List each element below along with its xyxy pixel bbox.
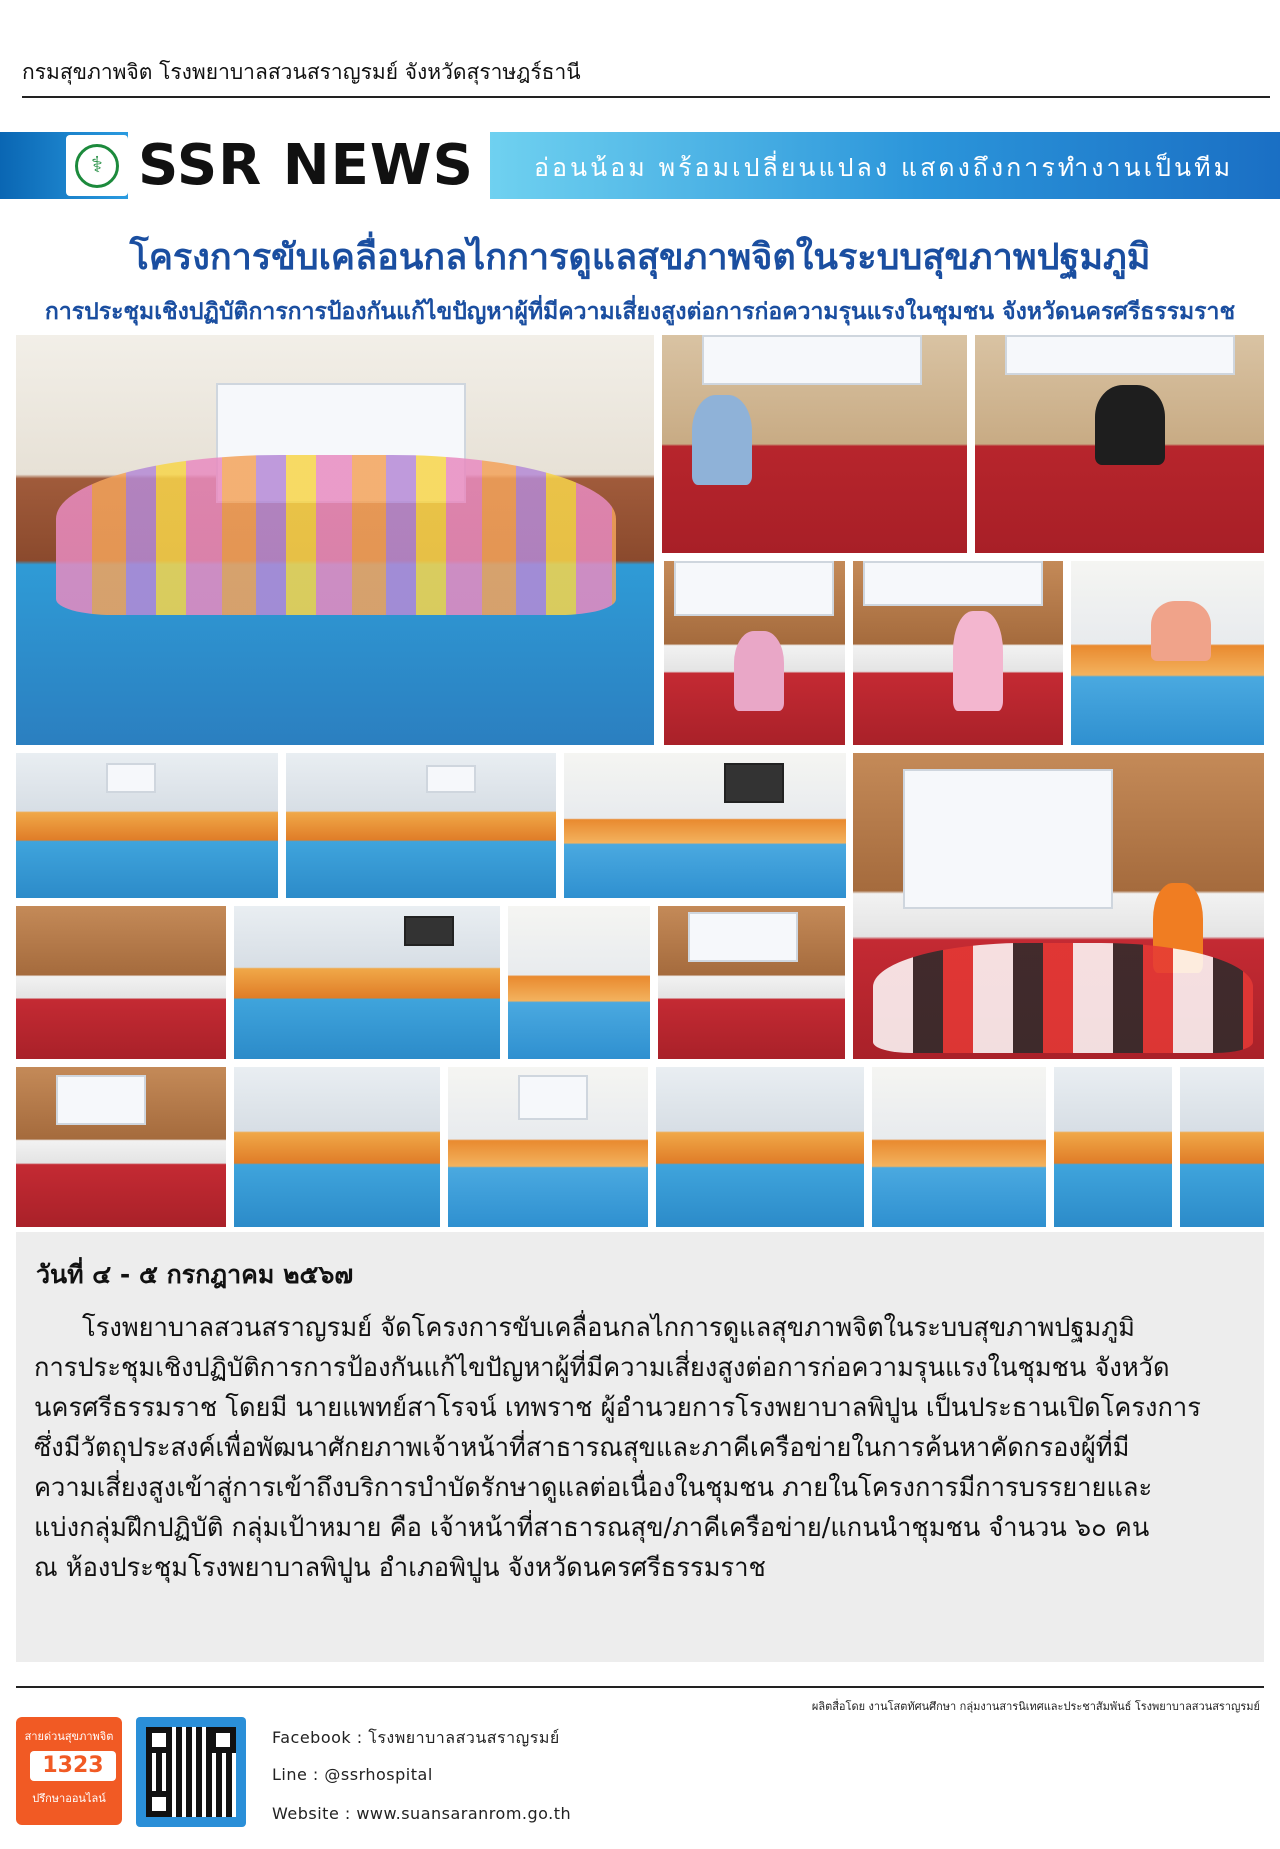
lecture-photo	[853, 753, 1264, 1059]
facebook-link[interactable]: Facebook : โรงพยาบาลสวนสราญรมย์	[272, 1728, 560, 1747]
line-link[interactable]: Line : @ssrhospital	[272, 1765, 433, 1784]
activity-photo	[1071, 561, 1264, 745]
hotline-number: 1323	[30, 1751, 116, 1781]
speaker-photo	[664, 561, 845, 745]
workshop-photo	[1054, 1067, 1172, 1227]
website-link[interactable]: Website : www.suansaranrom.go.th	[272, 1804, 572, 1823]
event-date: วันที่ ๔ - ๕ กรกฎาคม ๒๕๖๗	[36, 1260, 354, 1289]
news-banner	[0, 132, 1280, 199]
header-divider	[22, 96, 1270, 98]
speaker-photo	[853, 561, 1063, 745]
group-activity-photo	[16, 906, 226, 1059]
hotline-label: สายด่วนสุขภาพจิต	[24, 1730, 114, 1743]
group-photo	[16, 335, 654, 745]
workshop-photo	[448, 1067, 648, 1227]
group-activity-photo	[658, 906, 845, 1059]
workshop-photo	[1180, 1067, 1264, 1227]
meeting-photo	[286, 753, 556, 898]
mental-health-hotline-badge	[16, 1717, 122, 1825]
article-subtitle: การประชุมเชิงปฏิบัติการการป้องกันแก้ไขปัญหาผู้ที่มีความเสี่ยงสูงต่อการก่อความรุนแรงในชุมชน จังหวัดนครศรีธรรมราช	[44, 299, 1236, 325]
speaker-photo	[975, 335, 1264, 553]
group-activity-photo	[508, 906, 650, 1059]
body-line: ณ ห้องประชุมโรงพยาบาลพิปูน อำเภอพิปูน จังหวัดนครศรีธรรมราช	[34, 1553, 766, 1583]
meeting-photo	[564, 753, 846, 898]
body-line: โรงพยาบาลสวนสราญรมย์ จัดโครงการขับเคลื่อนกลไกการดูแลสุขภาพจิตในระบบสุขภาพปฐมภูมิ	[82, 1313, 1135, 1343]
qr-code-icon[interactable]	[136, 1717, 246, 1827]
article-title: โครงการขับเคลื่อนกลไกการดูแลสุขภาพจิตในระบบสุขภาพปฐมภูมิ	[129, 237, 1151, 278]
workshop-photo	[234, 1067, 440, 1227]
organization-header: กรมสุขภาพจิต โรงพยาบาลสวนสราญรมย์ จังหวัดสุราษฎร์ธานี	[22, 60, 581, 84]
speaker-photo	[662, 335, 967, 553]
workshop-photo	[872, 1067, 1046, 1227]
footer-divider	[16, 1686, 1264, 1688]
production-credit: ผลิตสื่อโดย งานโสตทัศนศึกษา กลุ่มงานสารนิเทศและประชาสัมพันธ์ โรงพยาบาลสวนสราญรมย์	[811, 1700, 1260, 1713]
slogan-bar	[490, 132, 1280, 199]
workshop-photo	[16, 1067, 226, 1227]
article-body	[34, 1308, 1246, 1588]
meeting-photo	[16, 753, 278, 898]
body-line: การประชุมเชิงปฏิบัติการการป้องกันแก้ไขปัญหาผู้ที่มีความเสี่ยงสูงต่อการก่อความรุนแรงในชุมชน จังหวัด	[34, 1353, 1170, 1383]
brand-title: SSR NEWS	[138, 133, 474, 198]
ministry-seal-icon: ⚕	[66, 135, 128, 196]
body-line: นครศรีธรรมราช โดยมี นายแพทย์สาโรจน์ เทพราช ผู้อำนวยการโรงพยาบาลพิปูน เป็นประธานเปิดโครงการ	[34, 1393, 1201, 1423]
group-activity-photo	[234, 906, 500, 1059]
body-line: แบ่งกลุ่มฝึกปฏิบัติ กลุ่มเป้าหมาย คือ เจ้าหน้าที่สาธารณสุข/ภาคีเครือข่าย/แกนนำชุมชน จำนวน ๖๐ คน	[34, 1513, 1150, 1543]
body-line: ความเสี่ยงสูงเข้าสู่การเข้าถึงบริการบำบัดรักษาดูแลต่อเนื่องในชุมชน ภายในโครงการมีการบรรยายและ	[34, 1473, 1153, 1503]
slogan-text: อ่อนน้อม พร้อมเปลี่ยนแปลง แสดงถึงการทำงานเป็นทีม	[534, 153, 1234, 182]
workshop-photo	[656, 1067, 864, 1227]
body-line: ซึ่งมีวัตถุประสงค์เพื่อพัฒนาศักยภาพเจ้าหน้าที่สาธารณสุขและภาคีเครือข่ายในการค้นหาคัดกรองผู้ที่มี	[34, 1433, 1130, 1463]
hotline-subtext: ปรึกษาออนไลน์	[32, 1792, 106, 1805]
